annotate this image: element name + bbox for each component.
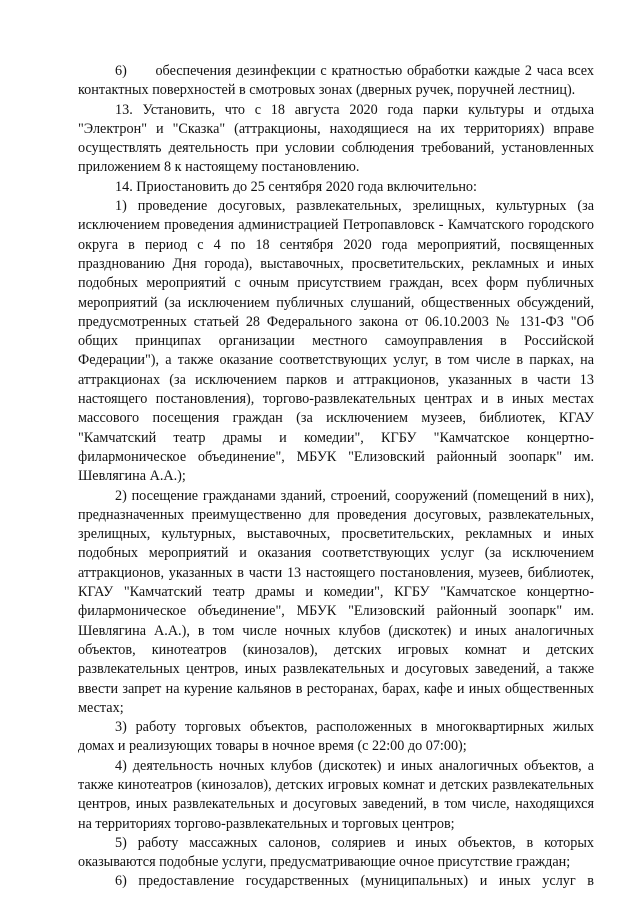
paragraph-item-6-disinfection: 6) обеспечения дезинфекции с кратностью обработки каждые 2 часа всех контактных поверхностей в смотровых зонах (дверных ручек, поручней лестниц).	[78, 63, 594, 99]
paragraph-clause-14-item-1: 1) проведение досуговых, развлекательных, зрелищных, культурных (за исключением проведения администрацией Петропавловск - Камчатского городского округа в период с 4 по 18 сентября 2020 года мероприятий, посвященных празднованию Дня города), выставочных, просветительских, рекламных и иных подобных мероприятий с очным присутствием граждан, всех форм публичных мероприятий (за исключением публичных слушаний, общественных обсуждений, предусмотренных статьей 28 Федерального закона от 06.10.2003 № 131-ФЗ "Об общих принципах организации местного самоуправления в Российской Федерации"), а также оказание соответствующих услуг, в том числе в парках, на аттракционах (за исключением парков и аттракционов, указанных в части 13 настоящего постановления), торгово-развлекательных центрах и в иных местах массового посещения граждан (за исключением музеев, библиотек, КГАУ "Камчатский театр драмы и комедии", КГБУ "Камчатское концертно-филармоническое объединение", МБУК "Елизовский районный зоопарк" им. Шевлягина А.А.);	[78, 198, 594, 485]
document-page	[78, 62, 594, 892]
paragraph-clause-14-item-6: 6) предоставление государственных (муниципальных) и иных услуг в	[115, 873, 594, 890]
paragraph-clause-14: 14. Приостановить до 25 сентября 2020 года включительно:	[115, 178, 477, 195]
paragraph-clause-14-item-5: 5) работу массажных салонов, соляриев и иных объектов, в которых оказываются подобные услуги, предусматривающие очное присутствие граждан;	[78, 834, 594, 871]
paragraph-clause-14-item-4: 4) деятельность ночных клубов (дискотек) и иных аналогичных объектов, а также кинотеатров (кинозалов), детских игровых комнат и детских развлекательных центров, иных развлекательных и досуговых заведений, в том числе, находящихся на территориях торгово-развлекательных и торговых центров;	[78, 757, 594, 832]
paragraph-clause-13: 13. Установить, что с 18 августа 2020 года парки культуры и отдыха "Электрон" и "Сказка" (аттракционы, находящиеся на их территориях) вправе осуществлять деятельность при условии соблюдения требований, установленных приложением 8 к настоящему постановлению.	[78, 101, 594, 176]
paragraph-clause-14-item-3: 3) работу торговых объектов, расположенных в многоквартирных жилых домах и реализующих товары в ночное время (с 22:00 до 07:00);	[78, 719, 594, 755]
paragraph-clause-14-item-2: 2) посещение гражданами зданий, строений, сооружений (помещений в них), предназначенных преимущественно для проведения досуговых, развлекательных, зрелищных, культурных, выставочных, просветительских, рекламных и иных подобных мероприятий и оказания соответствующих услуг (за исключением аттракционов, указанных в части 13 настоящего постановления, музеев, библиотек, КГАУ "Камчатский театр драмы и комедии", КГБУ "Камчатское концертно-филармоническое объединение", МБУК "Елизовский районный зоопарк" им. Шевлягина А.А.), в том числе ночных клубов (дискотек) и иных аналогичных объектов, кинотеатров (кинозалов), детских игровых комнат и детских развлекательных центров, иных развлекательных и досуговых заведений, а также ввести запрет на курение кальянов в ресторанах, барах, кафе и иных общественных местах;	[78, 487, 594, 716]
